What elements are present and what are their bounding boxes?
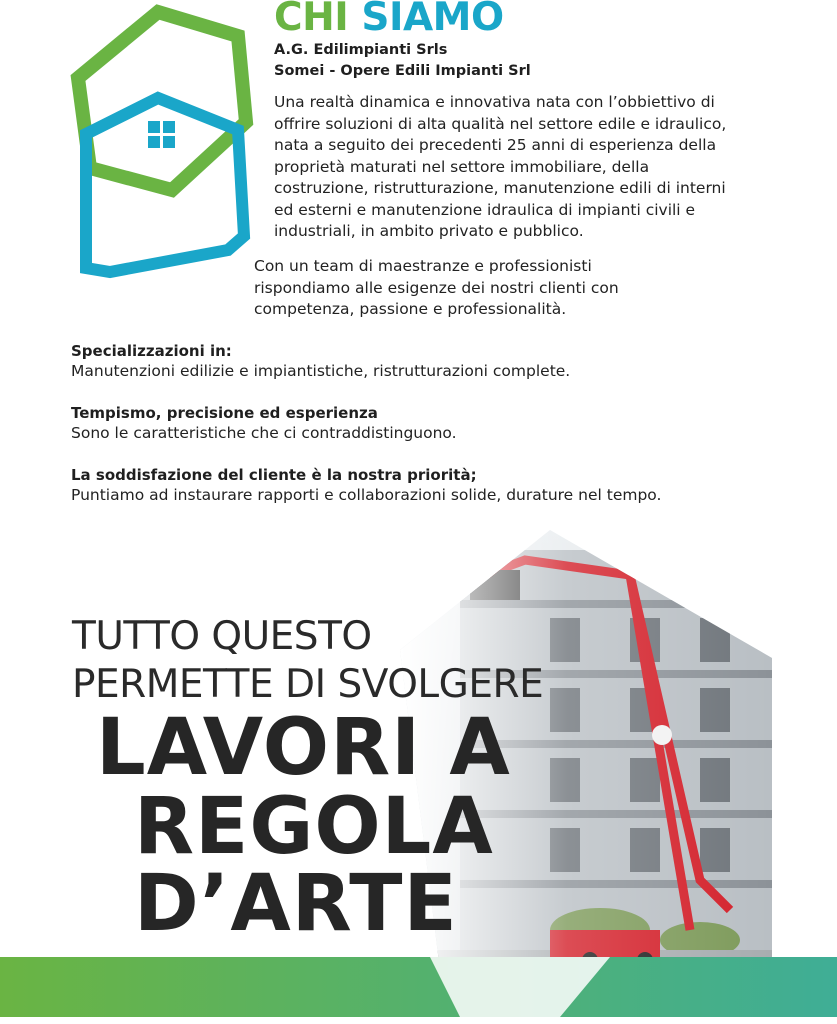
company-name-1: A.G. Edilimpianti Srls xyxy=(274,42,448,58)
section-text-specializzazioni: Manutenzioni edilizie e impiantistiche, ristrutturazioni complete. xyxy=(71,362,571,380)
section-heading-specializzazioni: Specializzazioni in: xyxy=(71,342,232,360)
page-title xyxy=(274,0,504,42)
team-line: Con un team di maestranze e professionisti xyxy=(254,257,592,275)
section-heading-tempismo: Tempismo, precisione ed esperienza xyxy=(71,404,378,422)
company-logo xyxy=(68,0,258,290)
intro-line: nata a seguito dei precedenti 25 anni di esperienza della xyxy=(274,136,717,154)
title-siamo: SIAMO xyxy=(361,0,504,40)
banner-big-1: LAVORI A xyxy=(96,703,511,793)
window-icon xyxy=(148,121,175,148)
banner-big-2: REGOLA xyxy=(134,782,494,872)
team-paragraph xyxy=(254,256,774,321)
intro-line: costruzione, ristrutturazione, manutenzione edili di interni xyxy=(274,179,726,197)
team-line: competenza, passione e professionalità. xyxy=(254,300,567,318)
bottom-gradient-band xyxy=(0,957,837,1017)
section-text-soddisfazione: Puntiamo ad instaurare rapporti e collaborazioni solide, durature nel tempo. xyxy=(71,486,662,504)
intro-line: industriali, in ambito privato e pubblico. xyxy=(274,222,584,240)
section-text-tempismo: Sono le caratteristiche che ci contraddistinguono. xyxy=(71,424,457,442)
banner-line-2: PERMETTE DI SVOLGERE xyxy=(72,662,544,707)
intro-paragraph xyxy=(274,92,824,243)
title-chi: CHI xyxy=(274,0,349,40)
banner-line-1: TUTTO QUESTO xyxy=(72,614,372,659)
banner-big-3: D’ARTE xyxy=(134,859,458,949)
section-heading-soddisfazione: La soddisfazione del cliente è la nostra priorità; xyxy=(71,466,477,484)
intro-line: ed esterni e manutenzione idraulica di impianti civili e xyxy=(274,200,696,219)
company-name-2: Somei - Opere Edili Impianti Srl xyxy=(274,63,531,79)
intro-line: proprietà maturati nel settore immobiliare, della xyxy=(274,157,650,176)
intro-line: offrire soluzioni di alta qualità nel settore edile e idraulico, xyxy=(274,114,727,133)
intro-line: Una realtà dinamica e innovativa nata con l’obbiettivo di xyxy=(274,93,715,111)
team-line: rispondiamo alle esigenze dei nostri clienti con xyxy=(254,278,619,297)
